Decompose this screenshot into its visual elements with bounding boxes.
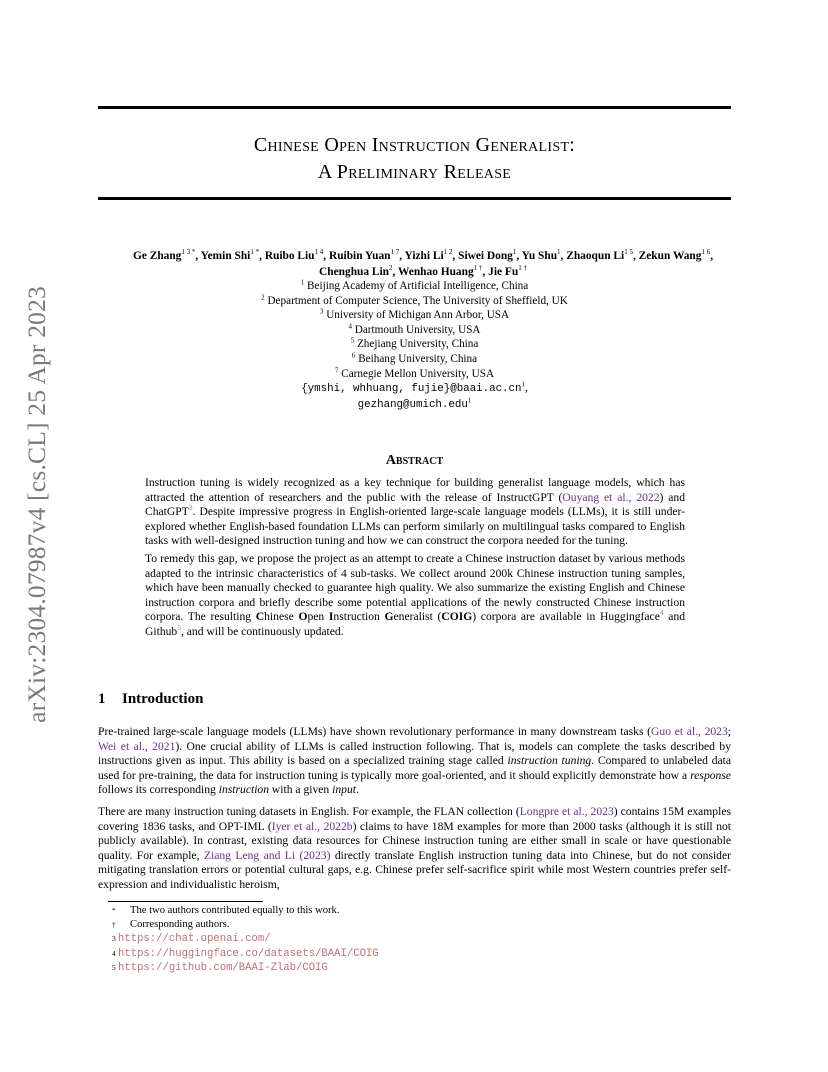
footnotes xyxy=(112,904,712,975)
abstract-paragraph-1: Instruction tuning is widely recognized as a key technique for building generalist language models, which has attracted the attention of researchers and the public with the release of InstructGPT (Ouyang et al., 2022) and ChatGPT$^3$. Despite impressive progress in English-oriented large-scale language models (LLMs), it is still under-explored whether English-based foundation LLMs can perform similarly on multilingual tasks compared to English tasks with well-designed instruction tuning and how we can construct the corpora needed for the tuning. xyxy=(145,476,686,548)
citation-link[interactable]: Guo et al., 2023 xyxy=(651,725,728,738)
citation-link[interactable]: Ziang Leng and Li (2023) xyxy=(203,848,331,862)
affiliation: $^1$ Beijing Academy of Artificial Intelligence, China xyxy=(300,278,529,292)
footnote-rule xyxy=(108,901,263,902)
title-line-2: A Preliminary Release xyxy=(317,161,512,183)
footnote: 3 https://chat.openai.com/ xyxy=(112,933,271,946)
citation-link[interactable]: Iyer et al., 2022b xyxy=(271,819,353,833)
author: Zekun Wang xyxy=(638,250,702,262)
affiliation: $^2$ Department of Computer Science, The University of Sheffield, UK xyxy=(261,292,568,307)
affiliation: $^4$ Dartmouth University, USA xyxy=(348,322,481,336)
affiliation: $^5$ Zhejiang University, China xyxy=(350,336,479,351)
author: Zhaoqun Li xyxy=(566,250,625,262)
author: Siwei Dong xyxy=(458,250,513,262)
footnote: * The two authors contributed equally to this work. xyxy=(112,905,340,916)
author: Yizhi Li xyxy=(404,250,444,262)
author: Jie Fu xyxy=(488,266,519,278)
email-line-1: {ymshi, whhuang, $fujie\}@baai.ac.cn^1$, xyxy=(301,380,528,396)
footnote-url-link[interactable]: https://chat.openai.com/ xyxy=(118,933,271,946)
footnote: 5 https://github.com/BAAI-Zlab/COIG xyxy=(112,961,328,974)
author: Yemin Shi xyxy=(200,250,251,262)
affiliation: $^7$ Carnegie Mellon University, USA xyxy=(334,365,495,380)
abstract-body xyxy=(145,476,685,643)
footnote: 4 https://huggingface.co/datasets/BAAI/COIG xyxy=(112,947,379,960)
footnote-url-link[interactable]: https://github.com/BAAI-Zlab/COIG xyxy=(118,961,328,974)
title-rule-top xyxy=(98,106,731,109)
title-line-1: Chinese Open Instruction Generalist: xyxy=(253,134,576,156)
abstract-paragraph-2: To remedy this gap, we propose the project as an attempt to create a Chinese instruction dataset by various methods adapted to the intrinsic characteristics of 4 sub-tasks. We collect around 200k Chinese instruction tuning samples, which have been manually checked to guarantee high quality. We also summarize the existing English and Chinese instruction corpora and briefly describe some potential applications of the newly constructed Chinese instruction corpora. The resulting Chinese Open Instruction Generalist (COIG) corpora are available in Huggingface$^4$ and Github$^5$, and will be continuously updated. xyxy=(145,551,686,638)
footnote-ref[interactable]: 4 xyxy=(659,608,664,618)
affiliation: $^3$ University of Michigan Ann Arbor, USA xyxy=(319,307,510,322)
footnote-ref[interactable]: 3 xyxy=(188,503,193,513)
email-line-2: gezhang@umich.edu$^1$ xyxy=(357,396,472,411)
affiliation: $^6$ Beihang University, China xyxy=(351,351,478,365)
abstract-heading: Abstract xyxy=(385,453,444,468)
section-heading-introduction: 1 Introduction xyxy=(98,691,204,707)
footnote: † Corresponding authors. xyxy=(112,919,230,931)
citation-link[interactable]: Longpre et al., 2023 xyxy=(519,804,614,818)
intro-paragraph-1: Pre-trained large-scale language models (LLMs) have shown revolutionary performance in many downstream tasks (Guo et al., 2023; Wei et al., 2021). One crucial ability of LLMs is called instruction following. That is, models can complete the tasks described by instructions given as input. This ability is based on a specialized training stage called instruction tuning. Compared to unlabeled data used for pre-training, the data for instruction tuning is typically more goal-oriented, and it should explicitly demonstrate how a response follows its corresponding instruction with a given input. xyxy=(98,725,732,797)
citation-link[interactable]: Ouyang et al., 2022 xyxy=(562,490,660,504)
author: Wenhao Huang xyxy=(398,266,474,278)
paper-title xyxy=(98,132,731,186)
author: Ruibin Yuan xyxy=(328,250,391,262)
author: Yu Shu xyxy=(521,250,558,262)
footnote-url-link[interactable]: https://huggingface.co/datasets/BAAI/COIG xyxy=(118,947,379,960)
arxiv-stamp: arXiv:2304.07987v4 [cs.CL] 25 Apr 2023 xyxy=(22,286,51,723)
author-line-2: Chenghua Lin$^2$, Wenhao Huang$^{1 \dagger}$, Jie $Fu^{1 \dagger}$ xyxy=(319,264,527,278)
author: Ge Zhang xyxy=(132,250,182,262)
intro-paragraph-2: There are many instruction tuning datasets in English. For example, the FLAN collection (Longpre et al., 2023) contains 15M examples covering 1836 tasks, and OPT-IML (Iyer et al., 2022b) claims to have 18M examples for more than 2000 tasks (although it is still not publicly available). In contrast, existing data resources for Chinese instruction tuning are either small in scale or have questionable quality. For example, Ziang Leng and Li (2023) directly translate English instruction tuning data into Chinese, but do not consider mitigating translation errors or potential cultural gaps, e.g. Chinese prefer self-sacrifice spirit while most Western countries prefer self-expression and individualistic heroism, xyxy=(98,804,732,891)
author: Chenghua Lin xyxy=(319,266,390,278)
author-line-1: Ge Zhang$^{1 3 *}$, Yemin Shi$^{1 *}$, Ruibo Liu$^{1 4}$, Ruibin Yuan$^{1 7}$, Yizhi $Li^{1 2}$, Siwei Dong$^1$, Yu Shu$^1$, Zhaoqun $Li^{1 5}$, Zekun Wang$^{1 6}$, xyxy=(132,248,714,262)
author-list xyxy=(98,248,748,280)
footnote-ref[interactable]: 5 xyxy=(177,623,181,633)
affiliations xyxy=(98,279,731,412)
title-rule-bottom xyxy=(98,197,731,200)
introduction-body xyxy=(98,725,731,900)
author: Ruibo Liu xyxy=(264,250,315,262)
citation-link[interactable]: Wei et al., 2021 xyxy=(98,739,176,753)
